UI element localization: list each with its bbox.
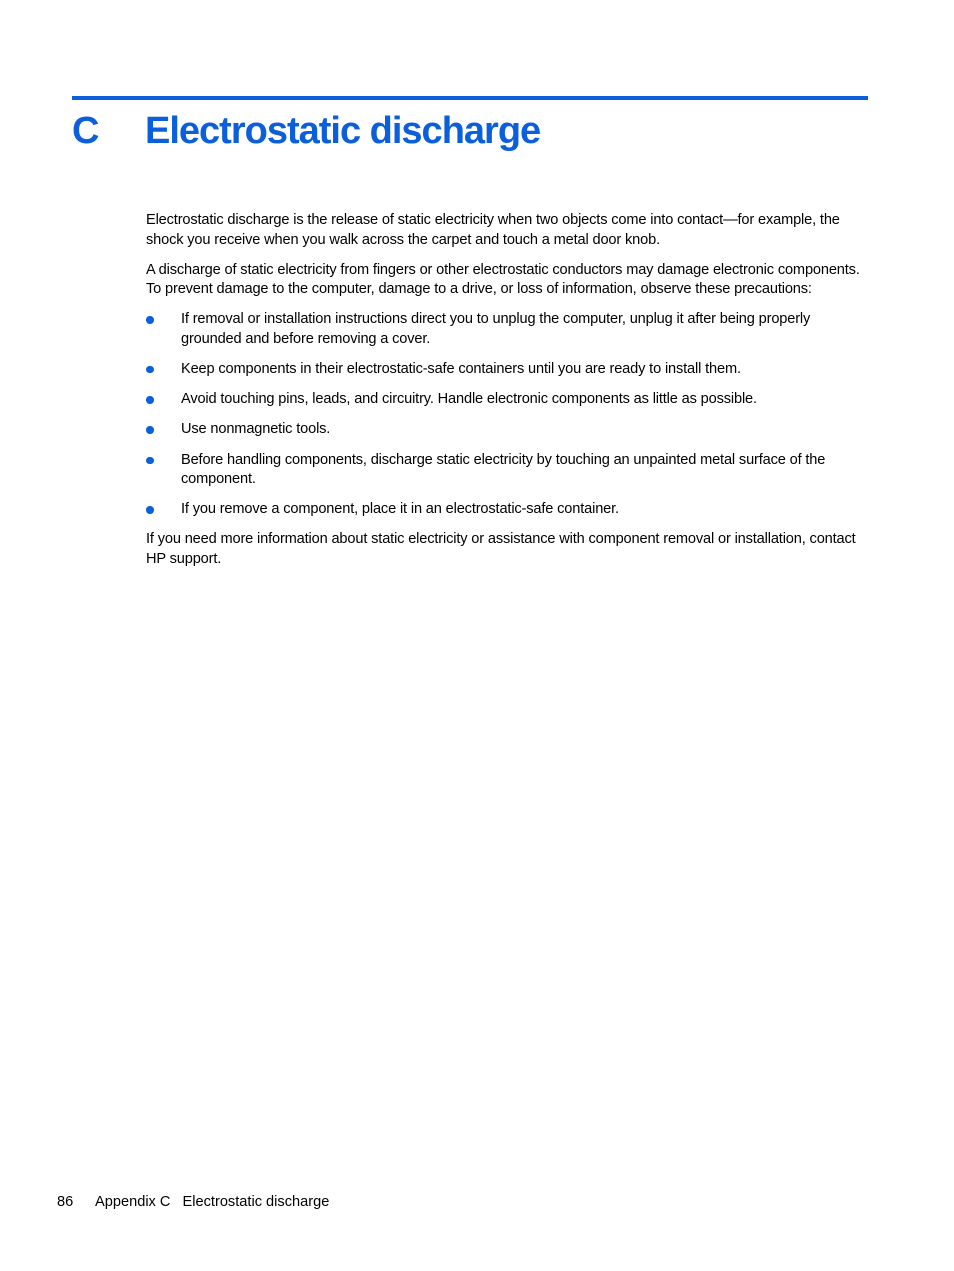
precautions-list (146, 310, 866, 520)
bullet-icon (146, 457, 154, 465)
chapter-title: Electrostatic discharge (145, 110, 541, 152)
footer-section-title: Electrostatic discharge (182, 1194, 330, 1210)
chapter-rule (72, 96, 868, 100)
main-content (146, 211, 866, 580)
bullet-icon (146, 396, 154, 404)
bullet-icon (146, 366, 154, 374)
list-item (146, 310, 866, 349)
bullet-icon (146, 506, 154, 514)
list-item-text: If you remove a component, place it in an electrostatic-safe container. (181, 501, 619, 518)
footer-appendix-label: Appendix C (95, 1194, 171, 1210)
list-item (146, 451, 866, 490)
bullet-icon (146, 316, 154, 324)
list-item-text: Keep components in their electrostatic-safe containers until you are ready to install them. (181, 360, 741, 377)
closing-paragraph: If you need more information about static electricity or assistance with component removal or installation, contact HP support. (146, 531, 856, 568)
list-item (146, 360, 866, 380)
list-item-text: Use nonmagnetic tools. (181, 421, 331, 438)
list-item (146, 500, 866, 520)
list-item (146, 390, 866, 410)
intro-paragraph-2: A discharge of static electricity from fingers or other electrostatic conductors may damage electronic components. To prevent damage to the computer, damage to a drive, or loss of information, observe these precautions: (146, 261, 860, 298)
list-item-text: Avoid touching pins, leads, and circuitry. Handle electronic components as little as possible. (181, 391, 757, 408)
list-item-text: Before handling components, discharge static electricity by touching an unpainted metal surface of the component. (181, 451, 826, 488)
chapter-letter: C (72, 110, 99, 152)
page-footer (57, 1192, 329, 1212)
intro-paragraph-1: Electrostatic discharge is the release of static electricity when two objects come into contact—for example, the shock you receive when you walk across the carpet and touch a metal door knob. (146, 212, 840, 248)
bullet-icon (146, 426, 154, 434)
list-item (146, 420, 866, 440)
page-number: 86 (57, 1194, 74, 1210)
list-item-text: If removal or installation instructions direct you to unplug the computer, unplug it after being properly grounded and before removing a cover. (181, 311, 811, 347)
